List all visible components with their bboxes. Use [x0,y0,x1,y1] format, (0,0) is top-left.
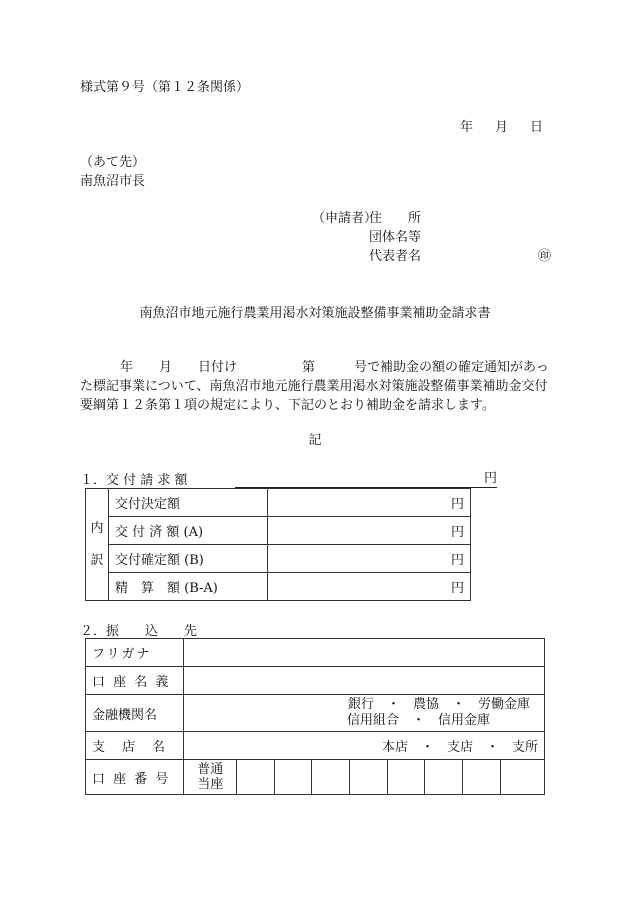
account-digit[interactable] [387,760,425,795]
account-digit[interactable] [312,760,350,795]
branch-options[interactable]: 本店 ・ 支店 ・ 支所 [184,732,545,760]
table-row [86,545,471,573]
table-row [86,760,545,795]
account-type[interactable]: 普通 当座 [184,760,237,795]
bank-label: 金融機関名 [86,695,184,732]
amount-cell[interactable]: 円 [268,573,471,601]
section1-unit: 円 [484,471,498,486]
table-row [86,573,471,601]
form-number: 様式第９号（第１２条関係） [80,80,250,95]
applicant-address-label: 住 所 [369,211,422,226]
account-number-label: 口 座 番 号 [86,760,184,795]
date-month: 月 [495,120,509,135]
account-name-label: 口 座 名 義 [86,667,184,695]
body-paragraph [80,358,555,415]
account-digit[interactable] [274,760,312,795]
date-line [460,120,543,136]
row-label: 交付決定額 [109,489,268,517]
table-row [86,517,471,545]
table-row [86,667,545,695]
transfer-table [85,638,545,795]
account-name-input[interactable] [184,667,545,695]
date-day: 日 [530,120,544,135]
account-digit[interactable] [350,760,388,795]
account-digit[interactable] [237,760,275,795]
account-digit[interactable] [463,760,501,795]
body-text: 年 月 日付け 第 号で補助金の額の確定通知があった標記事業について、南魚沼市地元施行農業用渇水対策施設整備事業補助金交付要綱第１２条第１項の規定により、下記のとおり補助金を請求します。 [80,360,549,413]
addressee-name: 南魚沼市長 [80,174,146,189]
breakdown-table [85,488,471,601]
table-row [86,695,545,732]
section1-title: １．交 付 請 求 額 [80,473,188,488]
amount-cell[interactable]: 円 [268,517,471,545]
account-digit[interactable] [500,760,544,795]
furigana-input[interactable] [184,639,545,667]
ki-heading: 記 [308,433,322,448]
branch-label: 支 店 名 [86,732,184,760]
furigana-label: フリガナ [86,639,184,667]
seal-mark: ㊞ [538,249,552,264]
applicant-label: （申請者） [312,211,378,226]
applicant-org-label: 団体名等 [369,230,422,245]
table-row [86,489,471,517]
amount-cell[interactable]: 円 [268,489,471,517]
account-digit[interactable] [425,760,463,795]
amount-cell[interactable]: 円 [268,545,471,573]
row-label: 交付確定額 (B) [109,545,268,573]
document-title: 南魚沼市地元施行農業用渇水対策施設整備事業補助金請求書 [139,306,491,321]
section2-title: ２．振 込 先 [80,624,198,639]
table-row [86,639,545,667]
row-label: 交 付 済 額 (A) [109,517,268,545]
applicant-rep-label: 代表者名 [369,249,422,264]
bank-options[interactable]: 銀行 ・ 農協 ・ 労働金庫 信用組合 ・ 信用金庫 [184,695,545,732]
table-row [86,732,545,760]
date-year: 年 [460,120,474,135]
breakdown-label: 内 訳 [86,489,109,601]
addressee-label: （あて先） [80,155,146,170]
row-label: 精 算 額 (B-A) [109,573,268,601]
